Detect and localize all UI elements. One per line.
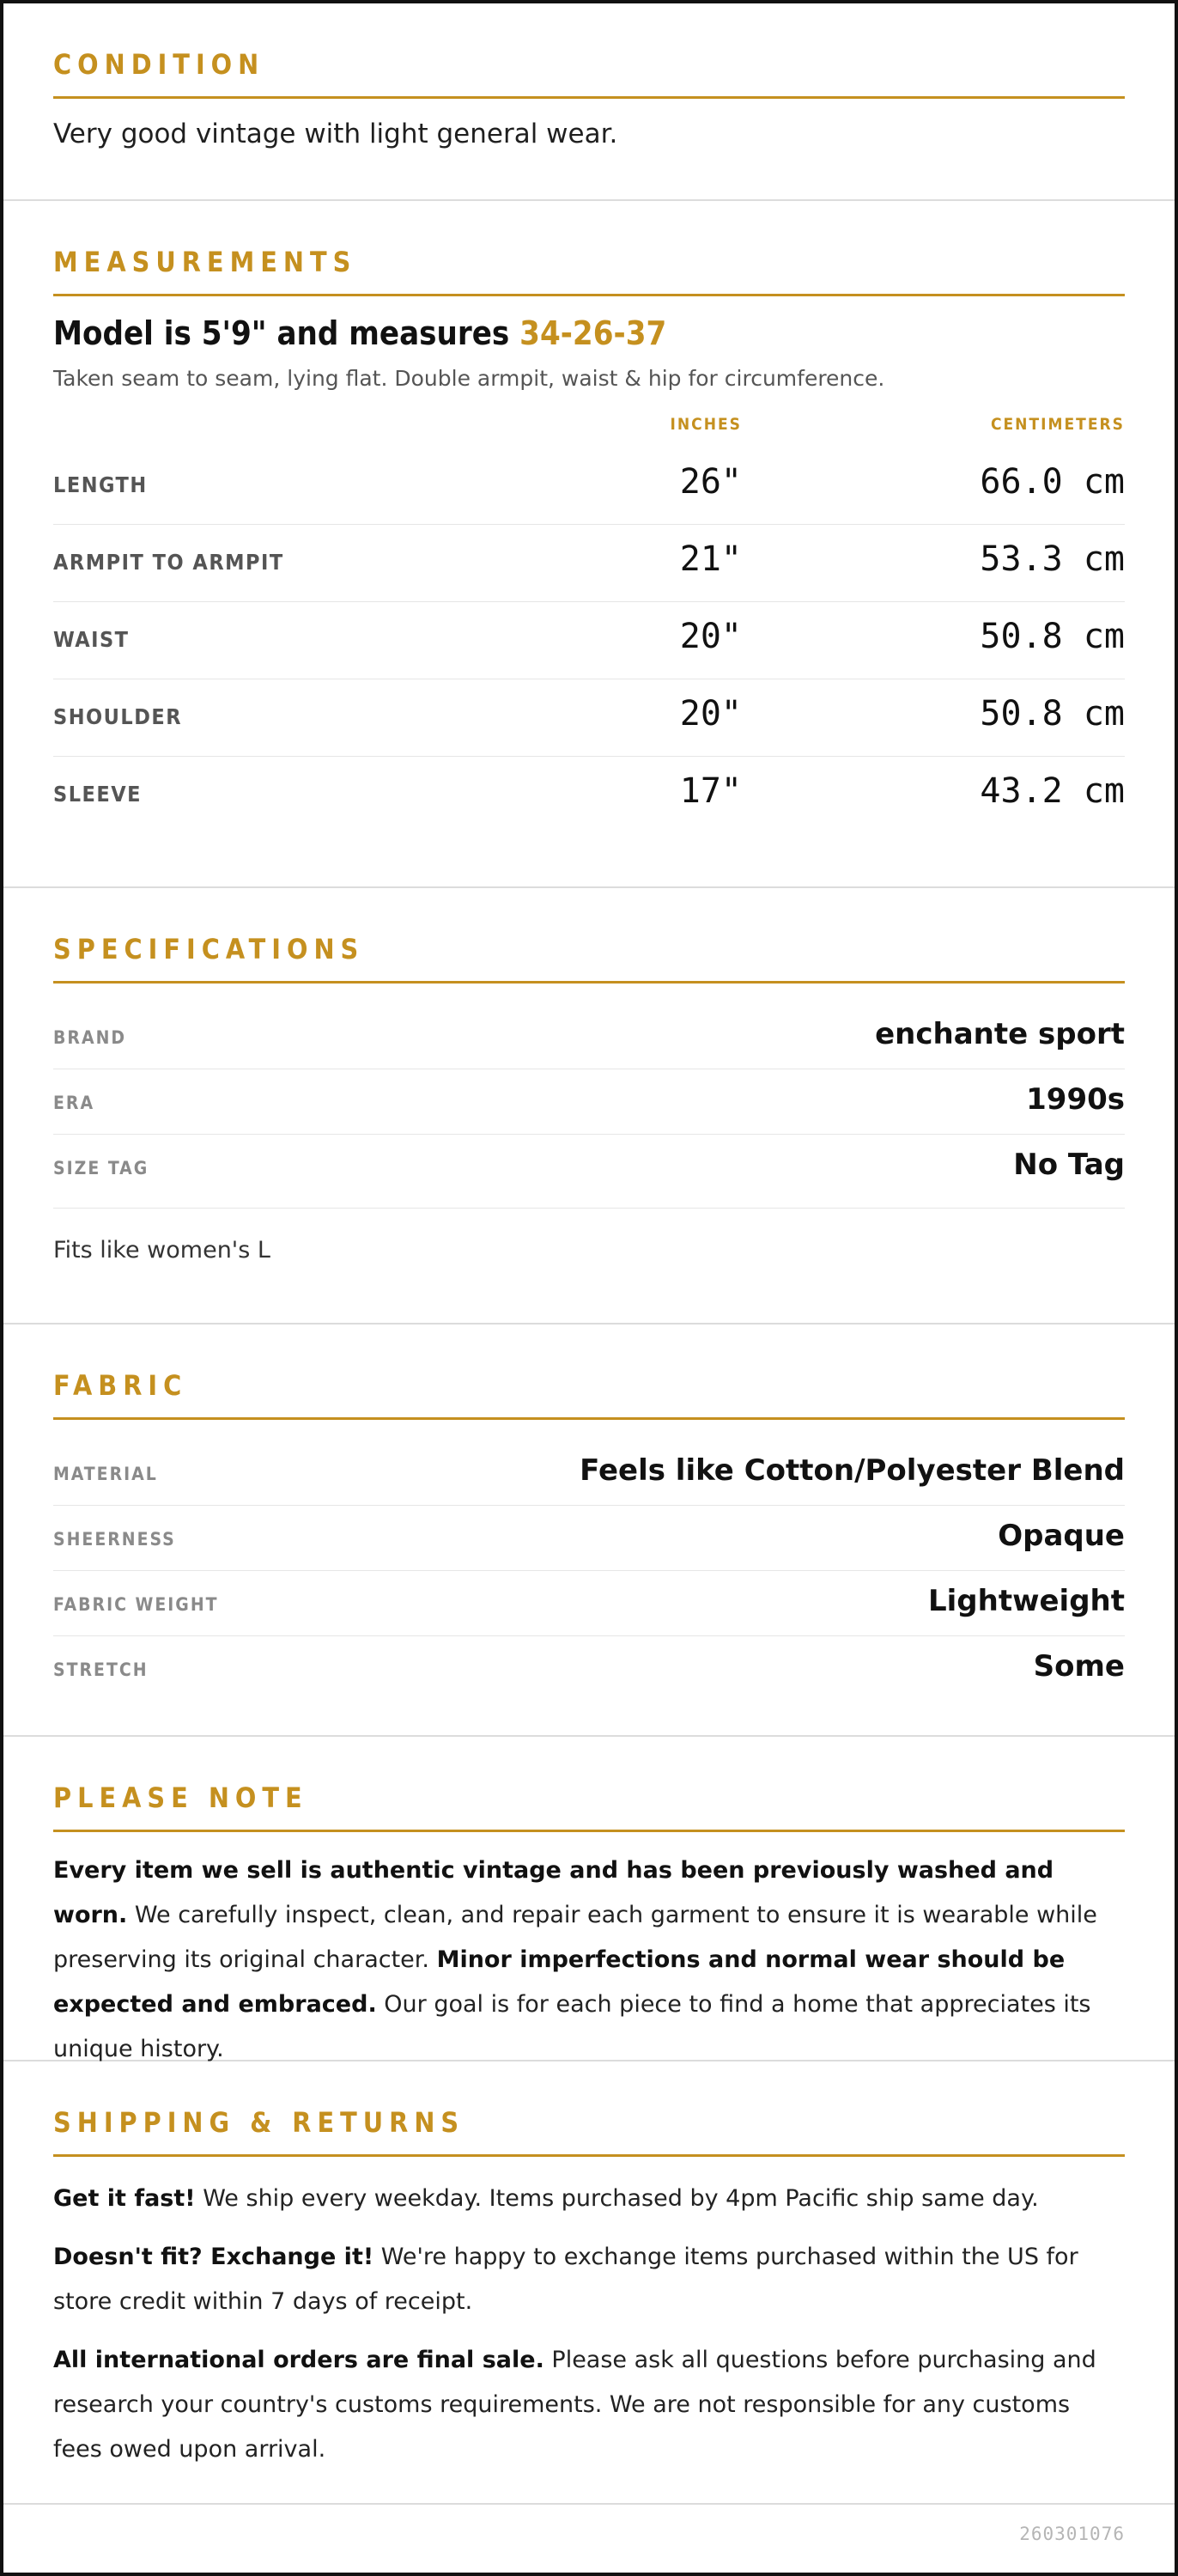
measure-label: WAIST bbox=[53, 627, 130, 652]
fabric-row-stretch bbox=[53, 1635, 1125, 1701]
measure-row-waist bbox=[53, 601, 1125, 679]
specifications-section bbox=[3, 888, 1175, 1325]
measure-label: SLEEVE bbox=[53, 782, 143, 807]
measure-inches: 20" bbox=[679, 694, 742, 734]
spec-label: ERA bbox=[53, 1093, 95, 1113]
measure-cm: 43.2 cm bbox=[980, 771, 1125, 811]
fabric-label: FABRIC WEIGHT bbox=[53, 1594, 219, 1615]
measure-inches: 26" bbox=[679, 462, 742, 502]
measurements-subtitle: Taken seam to seam, lying flat. Double armpit, waist & hip for circumference. bbox=[53, 366, 885, 391]
fit-note: Fits like women's L bbox=[53, 1237, 270, 1264]
spec-row-brand bbox=[53, 1003, 1125, 1069]
measure-row-armpit bbox=[53, 524, 1125, 602]
fabric-heading: FABRIC bbox=[53, 1362, 1125, 1420]
serial-number: 260301076 bbox=[1019, 2524, 1125, 2544]
measure-row-length bbox=[53, 447, 1125, 525]
spec-row-era bbox=[53, 1069, 1125, 1135]
measure-inches: 21" bbox=[679, 539, 742, 579]
condition-text: Very good vintage with light general wear. bbox=[53, 119, 618, 149]
fabric-value: Opaque bbox=[998, 1519, 1125, 1553]
please-note-text: Every item we sell is authentic vintage and has been previously washed and worn. We carefully inspect, clean, and repair each garment to ensure it is wearable while preserving its original character. Minor imperfections and normal wear should be expected and embraced. Our goal is for each piece to find a home that appreciates its unique history. bbox=[53, 1857, 1097, 2062]
shipping-para-exchange: Doesn't fit? Exchange it! We're happy to exchange items purchased within the US for store credit within 7 days of receipt. bbox=[53, 2244, 1078, 2315]
shipping-para-fast: Get it fast! We ship every weekday. Items purchased by 4pm Pacific ship same day. bbox=[53, 2185, 1039, 2212]
measure-cm: 50.8 cm bbox=[980, 617, 1125, 656]
please-note-section bbox=[3, 1737, 1175, 2061]
measure-inches: 17" bbox=[679, 771, 742, 811]
col-header-inches: INCHES bbox=[670, 415, 742, 434]
measure-inches: 20" bbox=[679, 617, 742, 656]
measure-cm: 50.8 cm bbox=[980, 694, 1125, 734]
measure-row-sleeve bbox=[53, 756, 1125, 833]
shipping-para-international: All international orders are final sale. Please ask all questions before purchasing and research your country's customs requirements. We are not responsible for any customs fees owed upon arrival. bbox=[53, 2347, 1096, 2463]
spec-row-size-tag bbox=[53, 1134, 1125, 1209]
condition-section bbox=[3, 3, 1175, 201]
measurements-section bbox=[3, 201, 1175, 888]
spec-label: SIZE TAG bbox=[53, 1158, 149, 1178]
condition-heading: CONDITION bbox=[53, 41, 1125, 99]
model-measure-title: Model is 5'9" and measures 34-26-37 bbox=[53, 314, 667, 352]
measure-label: SHOULDER bbox=[53, 704, 183, 729]
note-bold-2: Minor imperfections and normal wear should be expected and embraced. bbox=[53, 1946, 1066, 2018]
measurements-heading: MEASUREMENTS bbox=[53, 239, 1125, 296]
specifications-heading: SPECIFICATIONS bbox=[53, 926, 1125, 984]
note-bold-1: Every item we sell is authentic vintage and has been previously washed and worn. bbox=[53, 1857, 1054, 1928]
fabric-label: STRETCH bbox=[53, 1659, 149, 1680]
fabric-value: Lightweight bbox=[927, 1584, 1125, 1618]
fabric-value: Feels like Cotton/Polyester Blend bbox=[580, 1453, 1125, 1488]
measure-label: LENGTH bbox=[53, 472, 148, 497]
spec-label: BRAND bbox=[53, 1027, 127, 1048]
spec-value: 1990s bbox=[1026, 1082, 1125, 1117]
shipping-heading: SHIPPING & RETURNS bbox=[53, 2099, 1125, 2157]
fabric-value: Some bbox=[1033, 1649, 1125, 1684]
fabric-row-weight bbox=[53, 1570, 1125, 1636]
spec-value: enchante sport bbox=[875, 1017, 1125, 1051]
model-measure-value: 34-26-37 bbox=[519, 314, 667, 352]
fabric-label: SHEERNESS bbox=[53, 1529, 176, 1550]
fabric-label: MATERIAL bbox=[53, 1464, 158, 1484]
fabric-section bbox=[3, 1325, 1175, 1737]
please-note-heading: PLEASE NOTE bbox=[53, 1775, 1125, 1832]
measure-cm: 66.0 cm bbox=[980, 462, 1125, 502]
spec-value: No Tag bbox=[1013, 1148, 1125, 1182]
fabric-row-sheerness bbox=[53, 1505, 1125, 1571]
measure-row-shoulder bbox=[53, 679, 1125, 757]
col-header-centimeters: CENTIMETERS bbox=[990, 415, 1125, 434]
shipping-section bbox=[3, 2061, 1175, 2505]
measure-cm: 53.3 cm bbox=[980, 539, 1125, 579]
measure-label: ARMPIT TO ARMPIT bbox=[53, 550, 284, 575]
fabric-row-material bbox=[53, 1440, 1125, 1506]
